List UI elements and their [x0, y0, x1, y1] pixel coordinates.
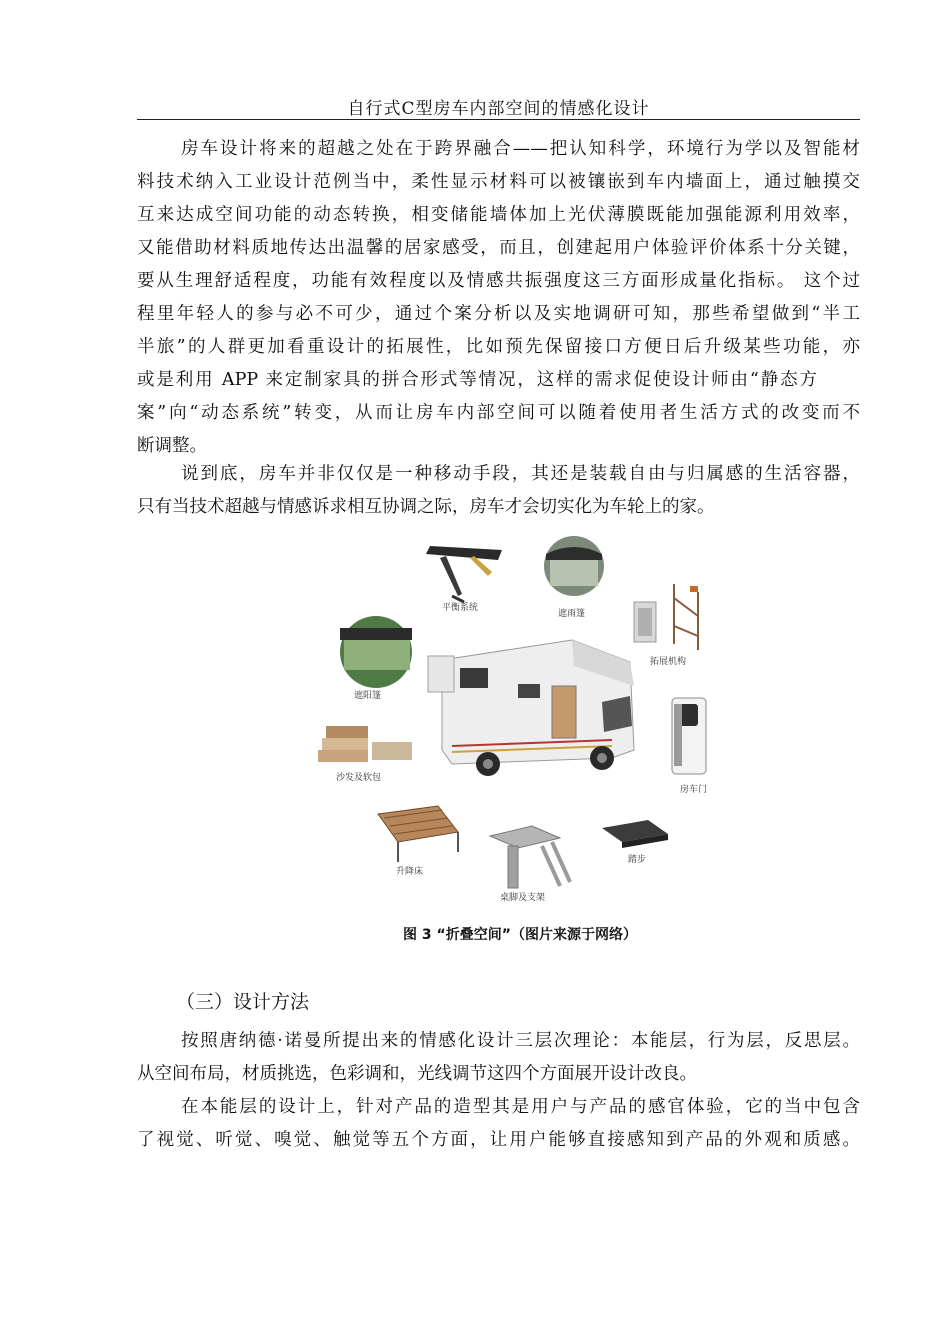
label-lift-bed: 升降床 — [396, 867, 424, 877]
figure-illustration — [312, 536, 728, 908]
label-expansion-mechanism: 拓展机构 — [650, 657, 687, 667]
paragraph-line: 只有当技术超越与情感诉求相互协调之际，房车才会切实化为车轮上的家。 — [137, 497, 715, 517]
expansion-mechanism-illustration — [634, 584, 698, 650]
paragraph-line: 断调整。 — [137, 436, 207, 456]
paragraph-line: 又能借助材料质地传达出温馨的居家感受，而且，创建起用户体验评价体系十分关键， — [137, 238, 860, 258]
label-sunshade: 遮阳篷 — [354, 691, 382, 701]
paragraph-line: 了视觉、听觉、嗅觉、触觉等五个方面，让用户能够直接感知到产品的外观和质感。 — [137, 1130, 860, 1150]
lift-bed-illustration — [378, 806, 458, 862]
figure-caption: 图 3 “折叠空间”（图片来源于网络） — [403, 927, 637, 943]
paragraph-line: 从空间布局，材质挑选，色彩调和，光线调节这四个方面展开设计改良。 — [137, 1064, 697, 1084]
folding-space-figure — [312, 536, 728, 908]
sunshade-illustration — [340, 616, 412, 688]
paragraph-line: 互来达成空间功能的动态转换，相变储能墙体加上光伏薄膜既能加强能源利用效率， — [137, 205, 860, 225]
step-illustration — [602, 820, 668, 848]
paragraph-line: 在本能层的设计上，针对产品的造型其是用户与产品的感官体验，它的当中包含 — [181, 1097, 860, 1117]
rain-awning-illustration — [544, 536, 604, 596]
label-rv-door: 房车门 — [680, 785, 708, 795]
header-divider — [137, 119, 860, 120]
paragraph-2 — [137, 458, 860, 524]
table-leg-illustration — [490, 826, 570, 888]
paragraph-line: 房车设计将来的超越之处在于跨界融合——把认知科学，环境行为学以及智能材 — [181, 139, 860, 159]
paragraph-line: 要从生理舒适程度，功能有效程度以及情感共振强度这三方面形成量化指标。 这个过 — [137, 271, 860, 291]
label-rain-awning: 遮雨篷 — [558, 609, 586, 619]
label-table-legs: 桌脚及支架 — [500, 893, 546, 903]
paragraph-line: 料技术纳入工业设计范例当中，柔性显示材料可以被镶嵌到车内墙面上，通过触摸交 — [137, 172, 860, 192]
paragraph-line: 说到底，房车并非仅仅是一种移动手段，其还是装载自由与归属感的生活容器， — [181, 464, 860, 484]
balance-system-illustration — [426, 546, 502, 602]
running-header-title: 自行式C型房车内部空间的情感化设计 — [347, 99, 650, 119]
paragraph-line: 或是利用 APP 来定制家具的拼合形式等情况，这样的需求促使设计师由“静态方 — [137, 370, 817, 390]
label-sofa: 沙发及软包 — [336, 773, 382, 783]
section-heading: （三）设计方法 — [176, 991, 310, 1013]
paragraph-line: 半旅”的人群更加看重设计的拓展性，比如预先保留接口方便日后升级某些功能，亦 — [137, 337, 860, 357]
paragraph-line: 程里年轻人的参与必不可少，通过个案分析以及实地调研可知，那些希望做到“半工 — [137, 304, 860, 324]
label-step: 踏步 — [628, 855, 647, 865]
paragraph-4 — [137, 1091, 860, 1157]
rv-vehicle-illustration — [428, 640, 634, 776]
paragraph-3 — [137, 1025, 860, 1091]
label-balance-system: 平衡系统 — [442, 603, 479, 613]
paragraph-1 — [137, 133, 860, 463]
sofa-cushion-illustration — [318, 726, 412, 762]
rv-door-illustration — [672, 698, 706, 774]
paragraph-line: 案”向“动态系统”转变，从而让房车内部空间可以随着使用者生活方式的改变而不 — [137, 403, 860, 423]
paragraph-line: 按照唐纳德·诺曼所提出来的情感化设计三层次理论：本能层，行为层，反思层。 — [181, 1031, 860, 1051]
